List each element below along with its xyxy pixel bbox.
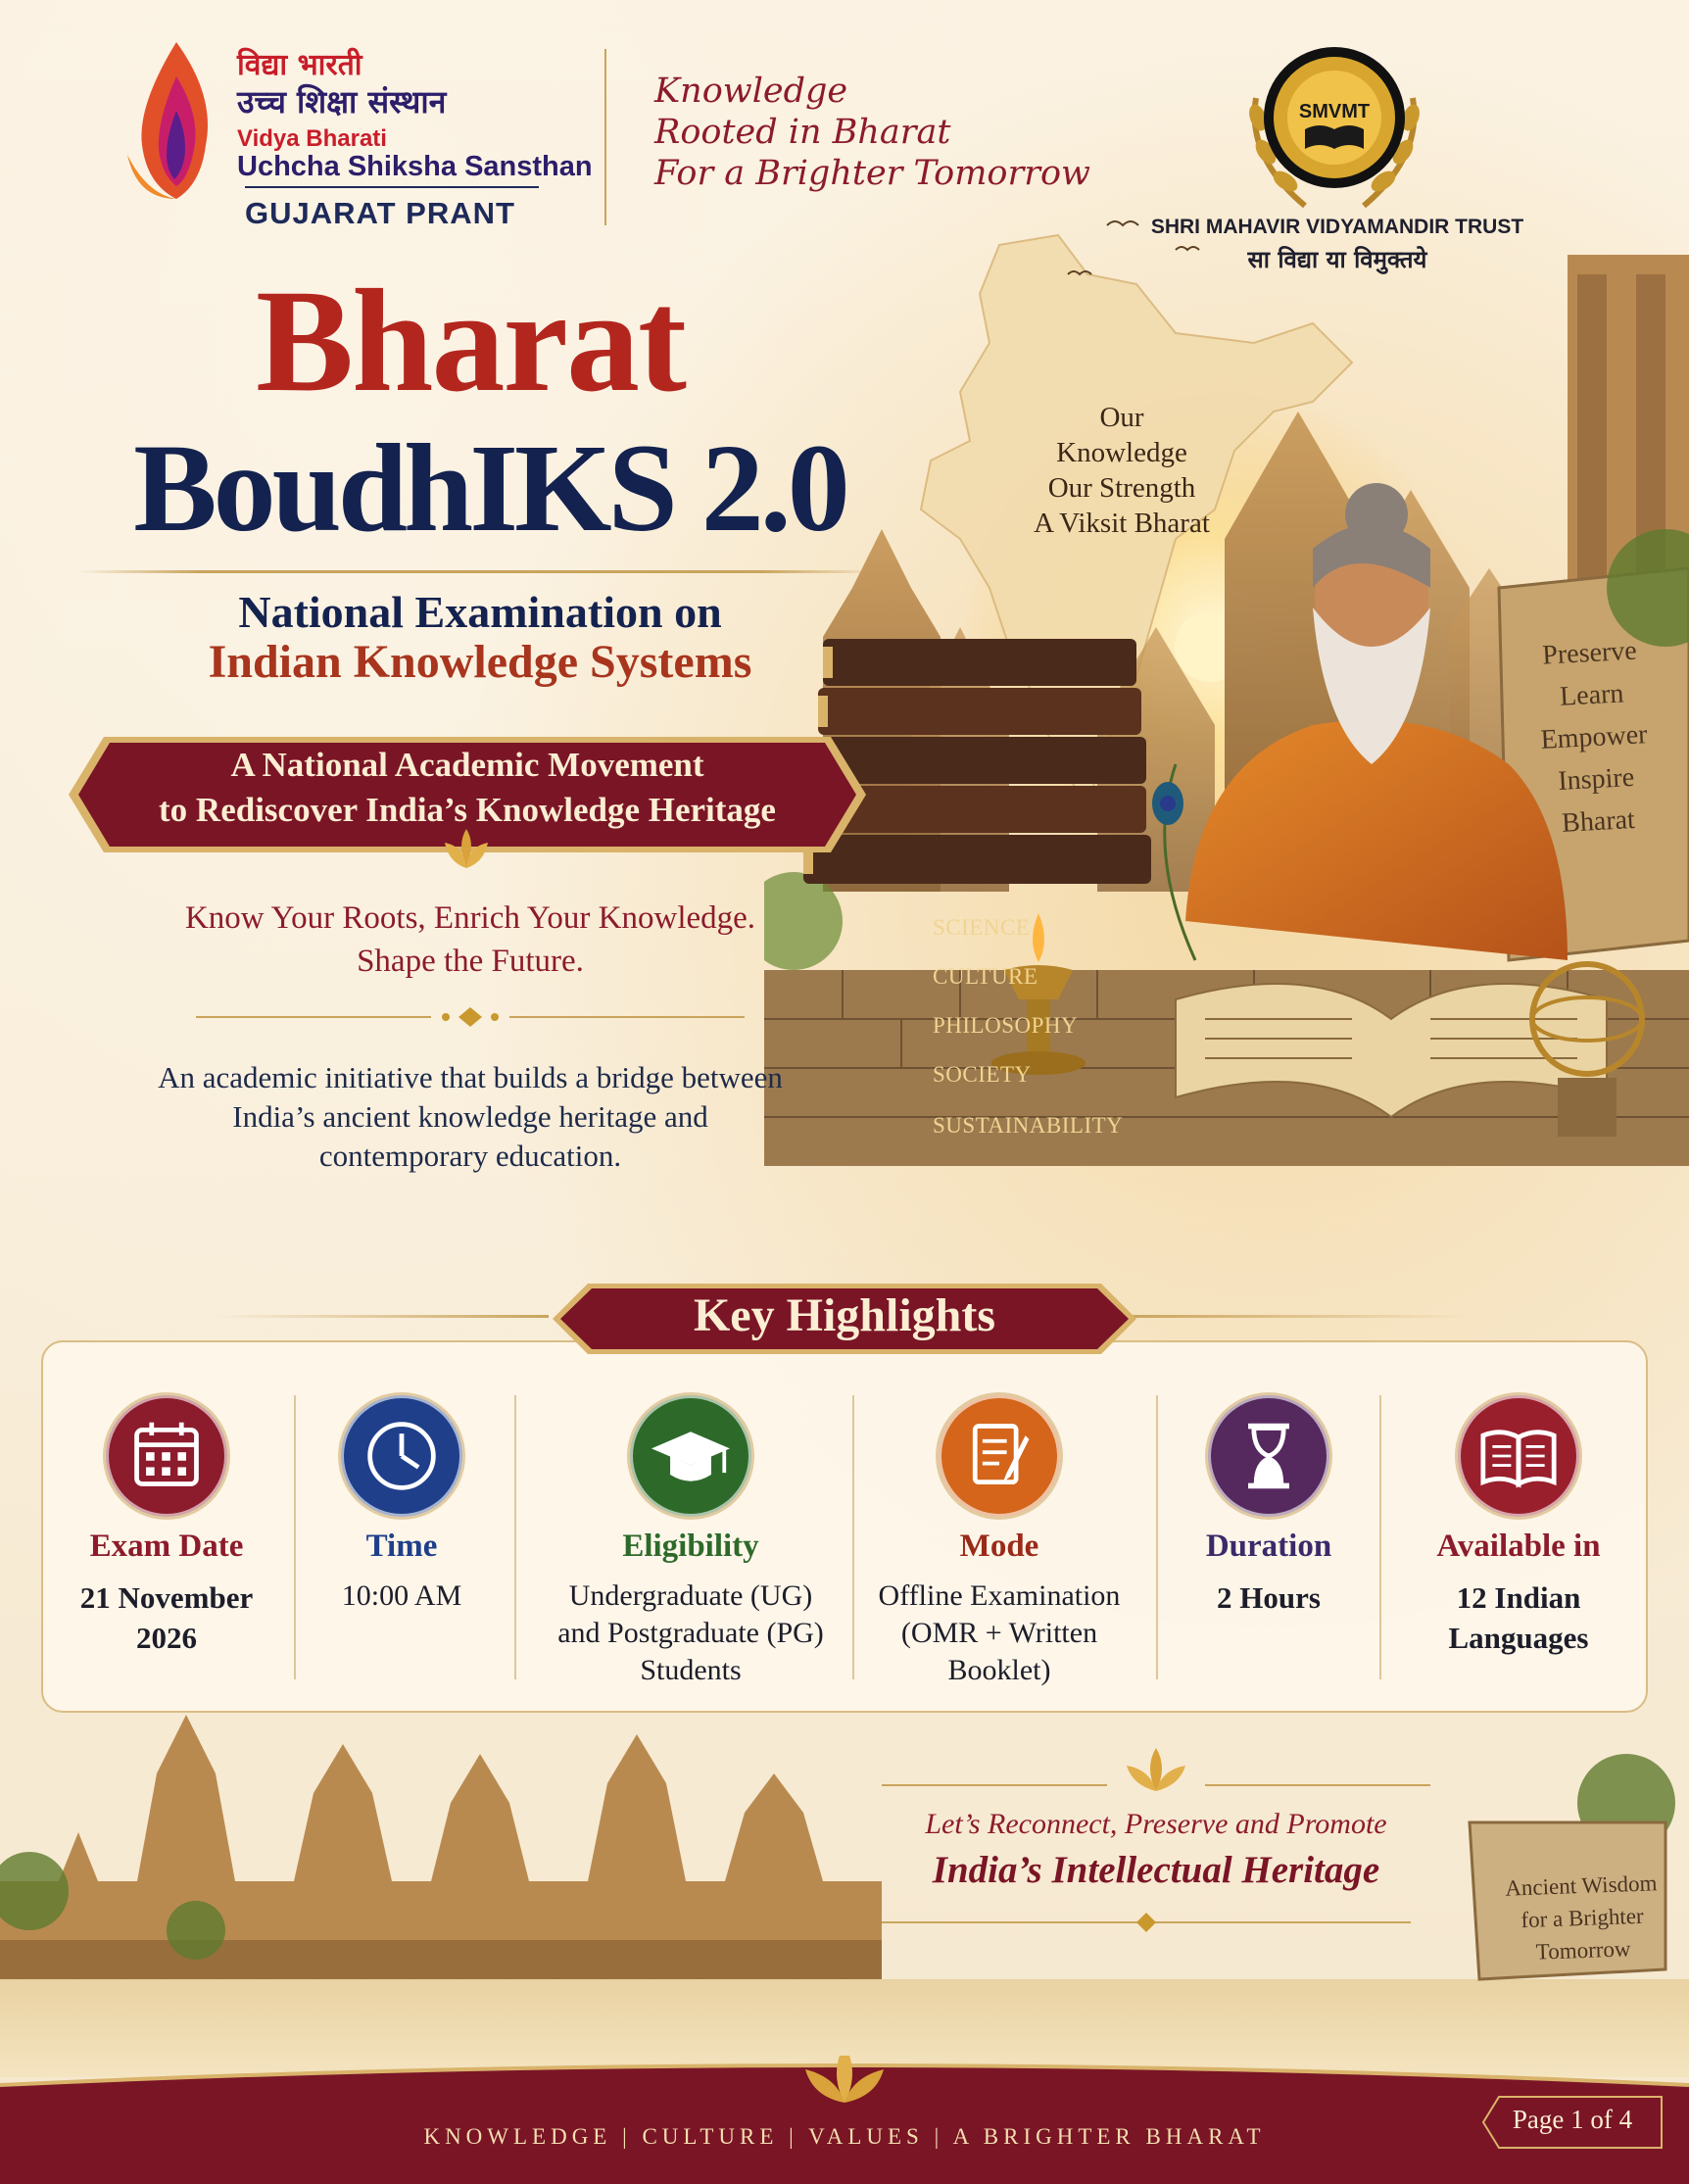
org-region: GUJARAT PRANT [245,186,539,231]
subtitle-line1: National Examination on [238,587,722,637]
book-label: CULTURE [933,964,1038,989]
banner-line: A National Academic Movement [230,746,704,784]
hourglass-icon [1208,1395,1329,1517]
map-caption-line: Our [1099,402,1144,433]
subtitle-line2: Indian Knowledge Systems [208,636,752,688]
highlight-label: Exam Date [89,1529,244,1564]
closing-line2: India’s Intellectual Heritage [932,1849,1380,1891]
highlight-value-line: Undergraduate (UG) [568,1579,813,1612]
highlight-value-line: Students [640,1654,742,1686]
movement-banner-text [65,743,870,833]
document-pen-icon [939,1395,1060,1517]
flame-logo-icon [118,37,235,204]
highlight-label: Duration [1205,1529,1332,1564]
highlight-value-line: 10:00 AM [341,1579,462,1612]
seal-abbr: SMVMT [1298,101,1371,122]
highlight-label: Eligibility [622,1529,759,1564]
graduation-cap-icon [630,1395,751,1517]
title-rule [78,570,882,573]
highlights-rule-right [1127,1315,1470,1318]
highlight-value-line: (OMR + Written [900,1617,1098,1649]
org-hindi-line1: विद्या भारती [237,48,362,82]
highlight-value [529,1577,852,1689]
banner-line: to Rediscover India’s Knowledge Heritage [159,791,776,829]
intro-line: contemporary education. [318,1139,622,1173]
highlight-value-line: Booklet) [947,1654,1051,1686]
footer-band [0,2056,1689,2184]
title-line2: BoudhIKS 2.0 [133,418,846,558]
trust-motto: सा विद्या या विमुक्तये [1247,246,1427,273]
highlight-value-line: 12 Indian [1456,1580,1581,1615]
highlight-value-line: 2 Hours [1217,1580,1321,1615]
org-english-line1: Vidya Bharati [237,125,387,152]
map-caption-line: Knowledge [1056,437,1187,468]
stone-line: Inspire [1557,761,1635,797]
highlight-value-line: 2026 [136,1621,197,1655]
stone-tablet-text [1515,628,1672,847]
header-divider [604,49,606,225]
ghat-scene [0,1715,1689,2077]
calendar-icon [106,1395,227,1517]
highlight-separator [1379,1395,1381,1679]
ornamental-divider [196,1007,745,1027]
highlight-value [852,1577,1146,1689]
roots-line: Know Your Roots, Enrich Your Knowledge. [184,900,756,936]
lotus-icon [437,825,496,874]
closing-stone-text [1487,1867,1676,1970]
map-caption-line: A Viksit Bharat [1034,508,1210,539]
intro-paragraph [59,1058,882,1176]
smvmt-seal-icon [1236,39,1432,216]
highlights-title: Key Highlights [693,1289,996,1341]
highlights-rule-left [216,1315,549,1318]
org-hindi-line2: उच्च शिक्षा संस्थान [237,83,447,121]
tagline-line: Rooted in Bharat [654,113,951,152]
highlight-separator [294,1395,296,1679]
page-indicator: Page 1 of 4 [1512,2105,1633,2134]
intro-line: India’s ancient knowledge heritage and [232,1099,708,1134]
highlight-value [39,1577,294,1658]
header-tagline [654,71,1090,194]
book-label: PHILOSOPHY [933,1013,1079,1038]
clock-icon [341,1395,462,1517]
title-line1: Bharat [256,260,685,422]
book-label: SUSTAINABILITY [933,1113,1124,1138]
highlight-value [304,1577,500,1615]
highlight-value-line: Languages [1448,1621,1589,1655]
org-english-line2: Uchcha Shiksha Sansthan [237,151,593,182]
highlight-value-line: and Postgraduate (PG) [557,1617,824,1649]
footer-values: KNOWLEDGE | CULTURE | VALUES | A BRIGHTER BHARAT [423,2124,1266,2149]
highlight-value [1391,1577,1646,1658]
highlight-separator [514,1395,516,1679]
book-label: SCIENCE [933,915,1031,940]
open-book-icon [1458,1395,1579,1517]
stone-line: Preserve [1541,635,1638,671]
highlight-label: Mode [959,1529,1039,1564]
highlight-value-line: Offline Examination [878,1579,1121,1612]
stone-line: for a Brighter [1520,1903,1644,1933]
stone-line: Empower [1539,719,1649,755]
highlight-label: Available in [1436,1529,1601,1564]
stone-line: Ancient Wisdom [1504,1870,1658,1901]
map-caption-line: Our Strength [1047,472,1196,504]
highlight-label: Time [365,1529,438,1564]
closing-line1: Let’s Reconnect, Preserve and Promote [925,1808,1387,1840]
intro-line: An academic initiative that builds a bridge between [158,1060,783,1094]
highlight-separator [1156,1395,1158,1679]
tagline-line: Knowledge [654,72,848,111]
trust-name: SHRI MAHAVIR VIDYAMANDIR TRUST [1150,216,1524,238]
stone-line: Learn [1559,678,1625,712]
stone-line: Tomorrow [1535,1936,1631,1965]
stone-line: Bharat [1561,803,1636,839]
vidya-bharati-logo [118,37,607,233]
highlight-value [1161,1577,1376,1618]
tagline-line: For a Brighter Tomorrow [654,154,1090,193]
book-label: SOCIETY [933,1062,1032,1087]
roots-slogan [78,897,862,983]
map-caption [1009,400,1234,541]
roots-line: Shape the Future. [357,944,584,979]
highlight-value-line: 21 November [79,1580,254,1615]
